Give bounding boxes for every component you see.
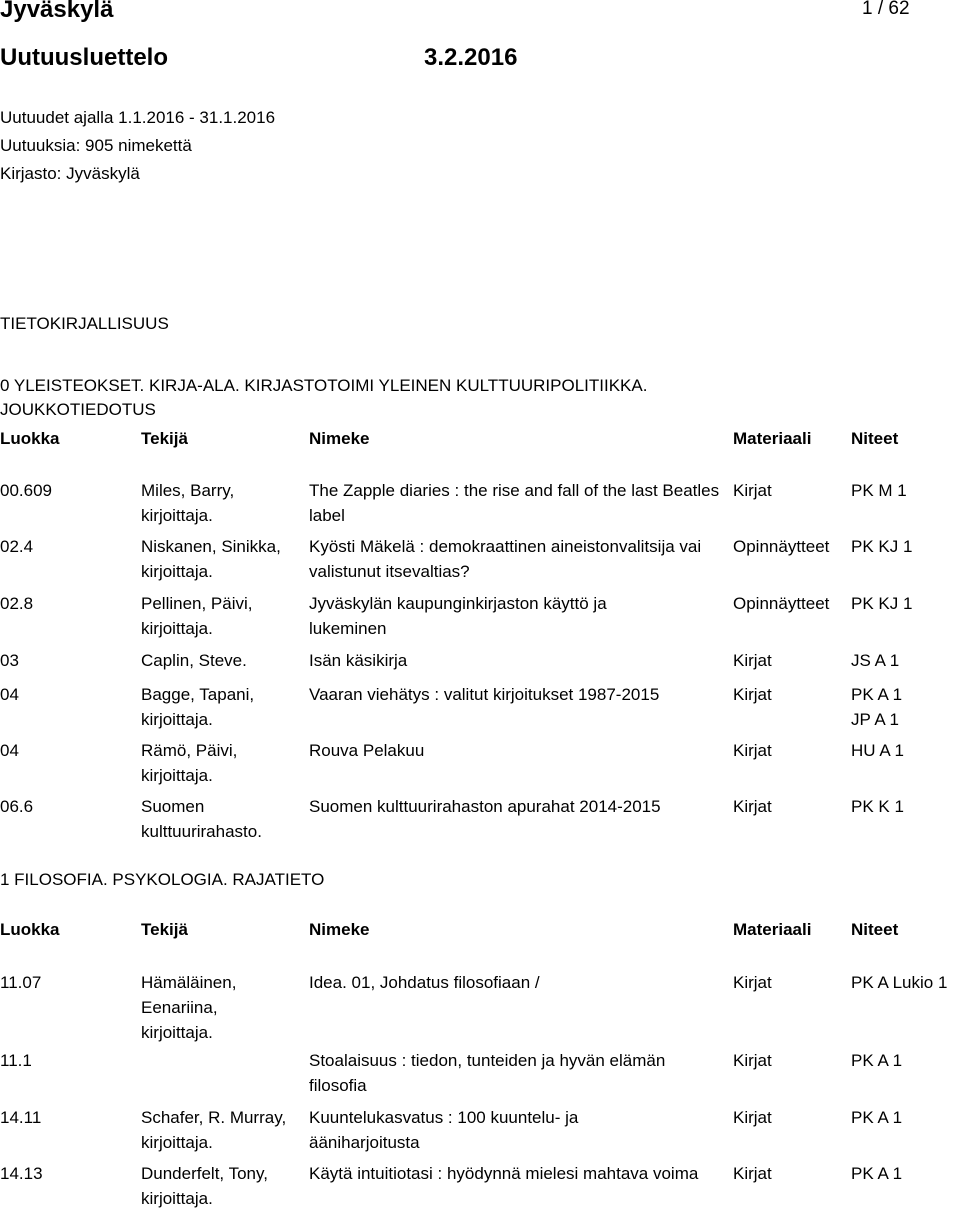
row-tekija: Bagge, Tapani, kirjoittaja. — [141, 685, 255, 729]
row-tekija: Miles, Barry, kirjoittaja. — [141, 481, 235, 525]
section-heading: 1 FILOSOFIA. PSYKOLOGIA. RAJATIETO — [0, 870, 325, 889]
row-materiaali: Opinnäytteet — [733, 537, 830, 556]
section-heading-cont: JOUKKOTIEDOTUS — [0, 400, 156, 419]
row-nimeke: Jyväskylän kaupunginkirjaston käyttö ja lukeminen — [309, 594, 607, 638]
library-name: Jyväskylä — [0, 0, 114, 23]
table-row — [0, 534, 960, 584]
col-tekija: Tekijä — [141, 920, 188, 939]
row-nimeke: Kyösti Mäkelä : demokraattinen aineistonvalitsija vai valistunut itsevaltias? — [309, 537, 702, 581]
col-luokka: Luokka — [0, 429, 60, 448]
row-niteet: PK KJ 1 — [851, 537, 913, 556]
row-niteet-line: PK A 1 — [851, 685, 903, 704]
row-luokka: 04 — [0, 741, 19, 760]
table-row — [0, 591, 960, 641]
table-row — [0, 970, 960, 1045]
row-nimeke: Vaaran viehätys : valitut kirjoitukset 1987-2015 — [309, 685, 660, 704]
col-nimeke: Nimeke — [309, 429, 370, 448]
table-row — [0, 648, 960, 673]
row-materiaali: Kirjat — [733, 651, 772, 670]
row-niteet: PK A 1 — [851, 1051, 903, 1070]
row-niteet: PK M 1 — [851, 481, 907, 500]
col-materiaali: Materiaali — [733, 920, 812, 939]
row-materiaali: Kirjat — [733, 481, 772, 500]
period-text: Uutuudet ajalla 1.1.2016 - 31.1.2016 — [0, 108, 276, 127]
list-date: 3.2.2016 — [424, 44, 518, 71]
row-materiaali: Kirjat — [733, 1164, 772, 1183]
row-luokka: 11.1 — [0, 1051, 32, 1070]
table-row — [0, 478, 960, 528]
row-materiaali: Kirjat — [733, 1108, 772, 1127]
row-nimeke: The Zapple diaries : the rise and fall of the last Beatles label — [309, 481, 720, 525]
row-tekija: Dunderfelt, Tony, kirjoittaja. — [141, 1164, 268, 1208]
row-niteet: PK A 1 — [851, 1164, 903, 1183]
row-nimeke: Isän käsikirja — [309, 651, 408, 670]
row-niteet: PK A 1 — [851, 1108, 903, 1127]
library-text: Kirjasto: Jyväskylä — [0, 164, 140, 183]
row-luokka: 14.11 — [0, 1108, 42, 1127]
row-niteet: PK K 1 — [851, 797, 904, 816]
row-niteet — [851, 682, 960, 732]
row-materiaali: Kirjat — [733, 685, 772, 704]
row-niteet: PK A Lukio 1 — [851, 973, 948, 992]
col-luokka: Luokka — [0, 920, 60, 939]
row-luokka: 00.609 — [0, 481, 52, 500]
count-text: Uutuuksia: 905 nimekettä — [0, 136, 192, 155]
section-heading: 0 YLEISTEOKSET. KIRJA-ALA. KIRJASTOTOIMI YLEINEN KULTTUURIPOLITIIKKA. — [0, 376, 648, 395]
row-materiaali: Kirjat — [733, 741, 772, 760]
row-tekija: Pellinen, Päivi, kirjoittaja. — [141, 594, 253, 638]
col-niteet: Niteet — [851, 920, 899, 939]
row-tekija: Niskanen, Sinikka, kirjoittaja. — [141, 537, 281, 581]
row-niteet-line: JP A 1 — [851, 710, 899, 729]
row-tekija: Rämö, Päivi, kirjoittaja. — [141, 741, 238, 785]
col-tekija: Tekijä — [141, 429, 188, 448]
row-materiaali: Kirjat — [733, 973, 772, 992]
table-row — [0, 682, 960, 732]
row-niteet: HU A 1 — [851, 741, 904, 760]
row-luokka: 02.8 — [0, 594, 34, 613]
table-row — [0, 1161, 960, 1208]
col-niteet: Niteet — [851, 429, 899, 448]
row-nimeke: Rouva Pelakuu — [309, 741, 425, 760]
row-luokka: 06.6 — [0, 797, 34, 816]
row-nimeke: Suomen kulttuurirahaston apurahat 2014-2015 — [309, 797, 661, 816]
table-row — [0, 738, 960, 788]
page-number: 1 / 62 — [862, 0, 910, 19]
row-luokka: 11.07 — [0, 973, 42, 992]
row-luokka: 03 — [0, 651, 19, 670]
row-nimeke: Idea. 01, Johdatus filosofiaan / — [309, 973, 540, 992]
col-nimeke: Nimeke — [309, 920, 370, 939]
row-tekija: Hämäläinen, Eenariina, kirjoittaja. — [141, 973, 237, 1042]
row-luokka: 02.4 — [0, 537, 34, 556]
row-luokka: 14.13 — [0, 1164, 43, 1183]
row-materiaali: Kirjat — [733, 1051, 772, 1070]
table-row — [0, 1105, 960, 1155]
list-title: Uutuusluettelo — [0, 44, 168, 71]
table-row — [0, 1048, 960, 1098]
row-tekija: Suomen kulttuurirahasto. — [141, 797, 262, 841]
row-tekija: Schafer, R. Murray, kirjoittaja. — [141, 1108, 287, 1152]
row-niteet: JS A 1 — [851, 651, 900, 670]
col-materiaali: Materiaali — [733, 429, 812, 448]
row-tekija: Caplin, Steve. — [141, 651, 247, 670]
row-luokka: 04 — [0, 685, 19, 704]
row-nimeke: Kuuntelukasvatus : 100 kuuntelu- ja ääniharjoitusta — [309, 1108, 579, 1152]
row-materiaali: Kirjat — [733, 797, 772, 816]
category-heading: TIETOKIRJALLISUUS — [0, 314, 169, 333]
row-nimeke: Käytä intuitiotasi : hyödynnä mielesi mahtava voima — [309, 1164, 699, 1183]
row-materiaali: Opinnäytteet — [733, 594, 830, 613]
table-row — [0, 794, 960, 844]
row-nimeke: Stoalaisuus : tiedon, tunteiden ja hyvän elämän filosofia — [309, 1051, 666, 1095]
row-niteet: PK KJ 1 — [851, 594, 913, 613]
